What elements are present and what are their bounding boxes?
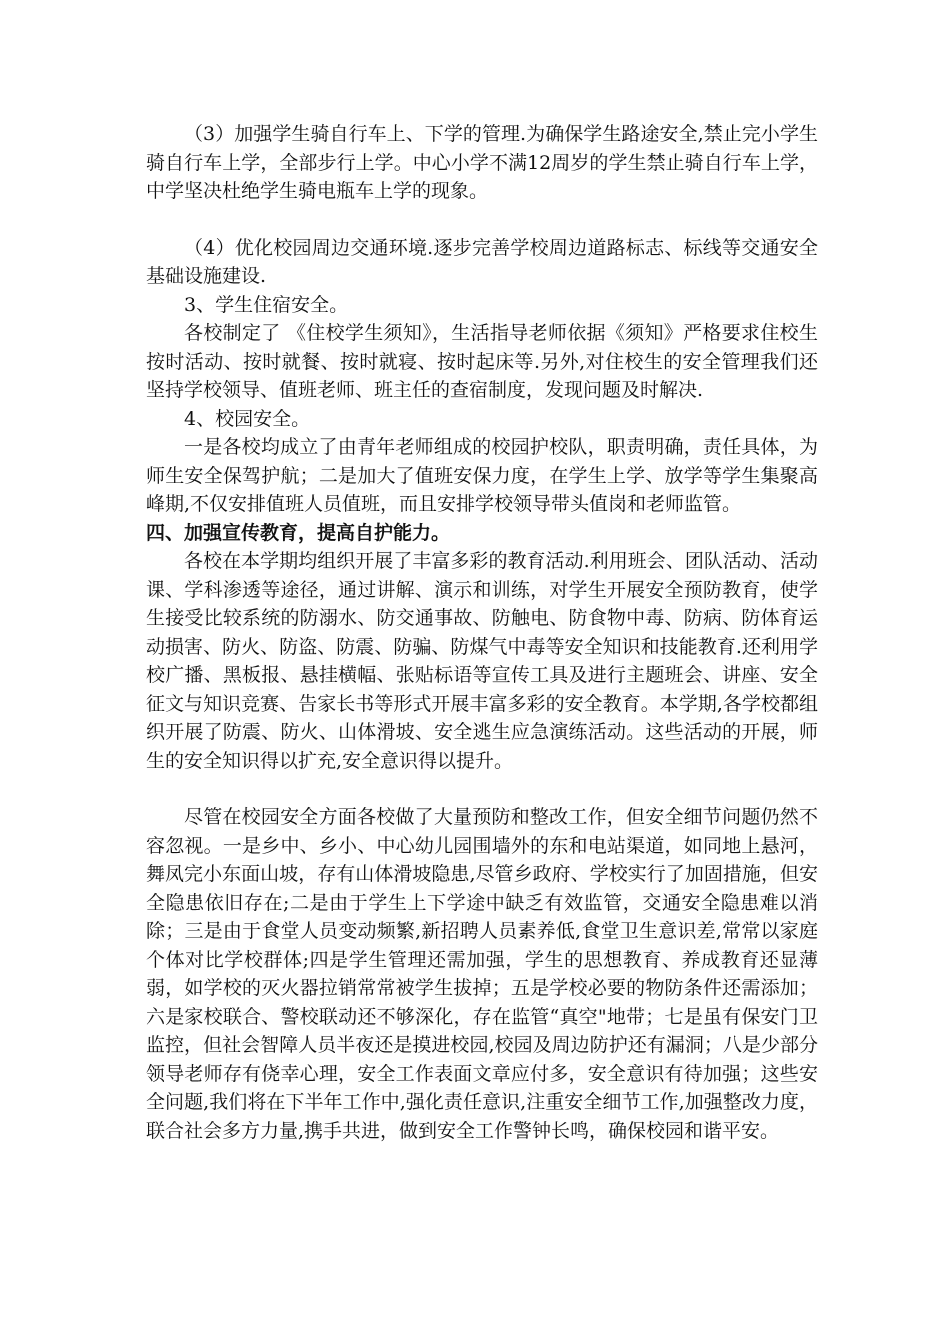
section-heading-education: 四、加强宣传教育，提高自护能力。 <box>146 521 451 544</box>
paragraph-spacer <box>146 775 818 803</box>
paragraph-spacer <box>146 206 818 234</box>
paragraph-dorm-safety: 各校制定了 《住校学生须知》，生活指导老师依据《须知》严格要求住校生按时活动、按时就餐、按时就寝、按时起床等.另外,对住校生的安全管理我们还坚持学校领导、值班老师、班主任的查宿制度，发现问题及时解决. <box>146 322 818 401</box>
subheading-campus-safety: 4、校园安全。 <box>184 407 311 430</box>
paragraph-traffic-environment: （4）优化校园周边交通环境.逐步完善学校周边道路标志、标线等交通安全基础设施建设. <box>146 236 818 287</box>
paragraph-campus-safety: 一是各校均成立了由青年老师组成的校园护校队，职责明确，责任具体，为师生安全保驾护航；二是加大了值班安保力度，在学生上学、放学等学生集聚高峰期,不仅安排值班人员值班，而且安排学校领导带头值岗和老师监管。 <box>146 436 818 515</box>
document-page <box>146 120 818 1145</box>
paragraph-remaining-issues: 尽管在校园安全方面各校做了大量预防和整改工作，但安全细节问题仍然不容忽视。一是乡中、乡小、中心幼儿园围墙外的东和电站渠道，如同地上悬河，舞凤完小东面山坡，存有山体滑坡隐患,尽管乡政府、学校实行了加固措施，但安全隐患依旧存在;二是由于学生上下学途中缺乏有效监管，交通安全隐患难以消除；三是由于食堂人员变动频繁,新招聘人员素养低,食堂卫生意识差,常常以家庭个体对比学校群体;四是学生管理还需加强，学生的思想教育、养成教育还显薄弱，如学校的灭火器拉销常常被学生拔掉；五是学校必要的物防条件还需添加；六是家校联合、警校联动还不够深化，存在监管“真空"地带；七是虽有保安门卫监控，但社会智障人员半夜还是摸进校园,校园及周边防护还有漏洞；八是少部分领导老师存有侥幸心理，安全工作表面文章应付多，安全意识有待加强；这些安全问题,我们将在下半年工作中,强化责任意识,注重安全细节工作,加强整改力度，联合社会多方力量,携手共进，做到安全工作警钟长鸣，确保校园和谐平安。 <box>146 806 818 1142</box>
paragraph-education-activities: 各校在本学期均组织开展了丰富多彩的教育活动.利用班会、团队活动、活动课、学科渗透等途径，通过讲解、演示和训练，对学生开展安全预防教育，使学生接受比较系统的防溺水、防交通事故、防触电、防食物中毒、防病、防体育运动损害、防火、防盗、防震、防骗、防煤气中毒等安全知识和技能教育.还利用学校广播、黑板报、悬挂横幅、张贴标语等宣传工具及进行主题班会、讲座、安全征文与知识竞赛、告家长书等形式开展丰富多彩的安全教育。本学期,各学校都组织开展了防震、防火、山体滑坡、安全逃生应急演练活动。这些活动的开展，师生的安全知识得以扩充,安全意识得以提升。 <box>146 550 818 772</box>
subheading-dorm-safety: 3、学生住宿安全。 <box>184 293 349 316</box>
paragraph-bicycle-management: （3）加强学生骑自行车上、下学的管理.为确保学生路途安全,禁止完小学生骑自行车上学，全部步行上学。中心小学不满12周岁的学生禁止骑自行车上学，中学坚决杜绝学生骑电瓶车上学的现象。 <box>146 123 818 202</box>
